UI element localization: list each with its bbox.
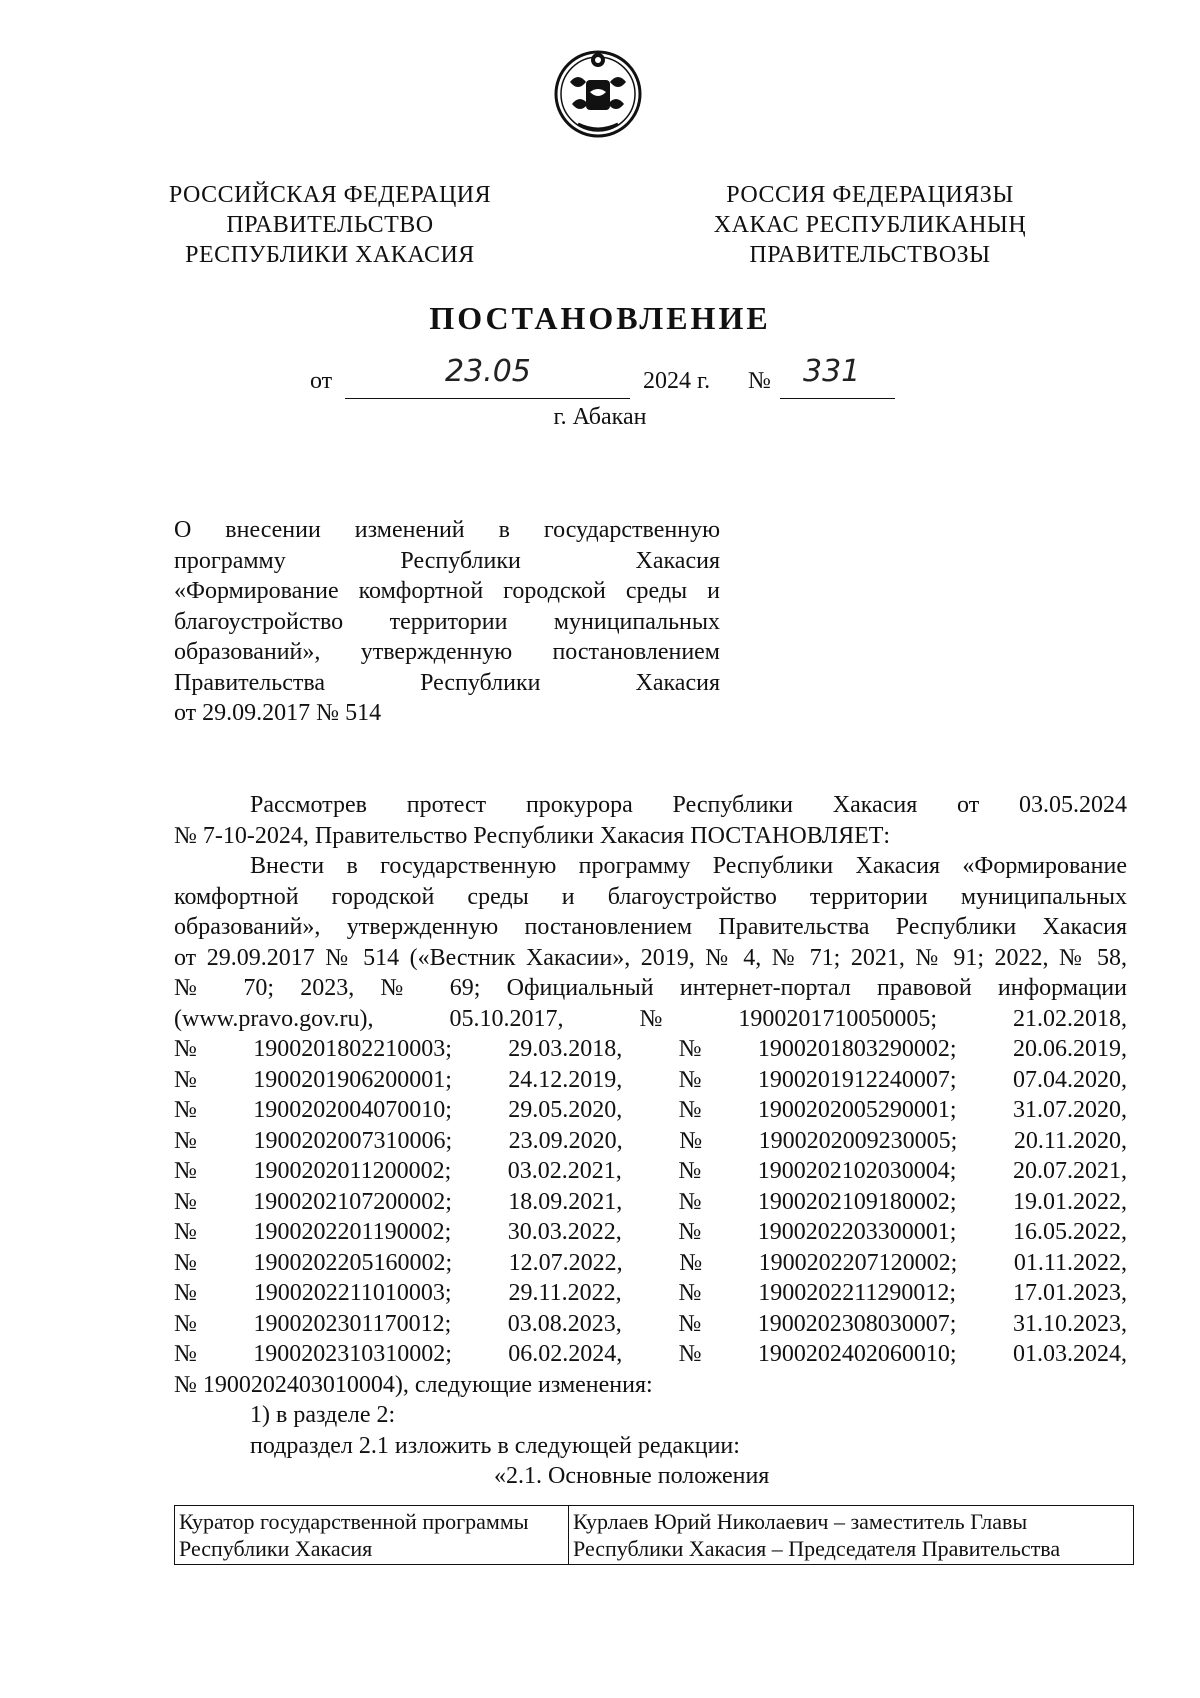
section-title: «2.1. Основные положения: [494, 1463, 770, 1489]
registration-cell: 1900202007310006;: [253, 1127, 453, 1154]
registration-row: [174, 1065, 1127, 1096]
registration-cell: №: [679, 1249, 703, 1276]
registration-cell: 1900202005290001;: [757, 1097, 957, 1123]
registration-cell: 24.12.2019,: [508, 1066, 623, 1093]
registration-row: [174, 1034, 1127, 1065]
subject-line: благоустройство территории муниципальных: [174, 608, 720, 635]
header-right-line: ПРАВИТЕЛЬСТВОЗЫ: [749, 242, 991, 268]
number-label: №: [748, 368, 771, 394]
from-label: от: [310, 368, 333, 394]
handwritten-number: 331: [803, 354, 861, 389]
registration-cell: 1900202203300001;: [757, 1219, 957, 1245]
registration-cell: №: [174, 1036, 197, 1062]
body-line: № 7-10-2024, Правительство Республики Хакасия ПОСТАНОВЛЯЕТ:: [174, 822, 891, 849]
subject-line: О внесении изменений в государственную: [174, 517, 720, 543]
registration-cell: 01.11.2022,: [1013, 1249, 1127, 1276]
registration-numbers-list: [174, 1004, 1127, 1370]
registration-row: [174, 1217, 1127, 1248]
item-1-subtext: подраздел 2.1 изложить в следующей редакции:: [250, 1432, 740, 1459]
registration-cell: 1900201802210003;: [253, 1036, 452, 1062]
registration-cell: 1900202308030007;: [757, 1310, 957, 1337]
registration-row: [174, 1156, 1127, 1187]
registration-cell: 05.10.2017,: [449, 1005, 564, 1032]
registration-row: [174, 1004, 1127, 1035]
handwritten-date: 23.05: [445, 354, 531, 389]
registration-row: [174, 1309, 1127, 1340]
header-right-line: РОССИЯ ФЕДЕРАЦИЯЗЫ: [726, 182, 1014, 208]
registration-cell: №: [678, 1036, 702, 1062]
registration-cell: 1900202004070010;: [253, 1097, 452, 1123]
body-paragraph-1: [174, 790, 1127, 851]
body-line: комфортной городской среды и благоустройство территории муниципальных: [174, 883, 1127, 910]
registration-cell: №: [174, 1158, 197, 1184]
registration-cell: 12.07.2022,: [508, 1249, 623, 1276]
registration-cell: №: [174, 1097, 197, 1123]
registration-cell: 07.04.2020,: [1012, 1066, 1127, 1093]
registration-cell: 1900201912240007;: [757, 1066, 957, 1093]
registration-cell: 01.03.2024,: [1012, 1341, 1127, 1367]
number-underline: [780, 398, 895, 399]
registration-cell: 20.06.2019,: [1012, 1036, 1127, 1062]
registration-cell: 29.03.2018,: [508, 1036, 623, 1062]
registration-cell: 1900202301170012;: [253, 1310, 452, 1337]
registration-cell: 1900202207120002;: [758, 1249, 958, 1276]
registration-cell: №: [174, 1310, 197, 1337]
registration-cell: 29.05.2020,: [508, 1097, 623, 1123]
registration-cell: №: [678, 1066, 702, 1093]
document-title: ПОСТАНОВЛЕНИЕ: [429, 300, 771, 336]
registration-cell: 30.03.2022,: [507, 1219, 622, 1245]
registration-cell: 1900202211290012;: [758, 1280, 957, 1306]
registration-cell: 1900202011200002;: [253, 1158, 452, 1184]
registration-cell: 19.01.2022,: [1012, 1188, 1127, 1215]
registration-cell: №: [174, 1280, 197, 1306]
registration-cell: 20.07.2021,: [1013, 1158, 1127, 1184]
header-right: [680, 180, 1060, 270]
registration-cell: №: [678, 1097, 702, 1123]
registration-cell: 1900202310310002;: [253, 1341, 452, 1367]
table-row: [175, 1506, 1134, 1565]
registration-cell: 03.02.2021,: [507, 1158, 622, 1184]
registration-cell: 1900202402060010;: [757, 1341, 957, 1367]
item-1: 1) в разделе 2:: [250, 1402, 396, 1428]
registration-row: [174, 1095, 1127, 1126]
registration-cell: 1900201710050005;: [738, 1005, 937, 1032]
registration-cell: 18.09.2021,: [508, 1188, 623, 1215]
date-underline: [345, 398, 630, 399]
registration-cell: №: [174, 1249, 197, 1276]
registration-cell: 29.11.2022,: [508, 1280, 622, 1306]
registration-cell: 20.11.2020,: [1013, 1127, 1127, 1154]
registration-cell: 06.02.2024,: [508, 1341, 623, 1367]
registration-cell: №: [639, 1005, 663, 1032]
body-line: образований», утвержденную постановлением Правительства Республики Хакасия: [174, 914, 1127, 940]
subject-line: Правительства Республики Хакасия: [174, 669, 720, 696]
header-left: [140, 180, 520, 270]
registration-cell: 1900201803290002;: [757, 1036, 957, 1062]
curator-table: [174, 1505, 1134, 1565]
registration-row: [174, 1187, 1127, 1218]
subject-line: программу Республики Хакасия: [174, 547, 720, 574]
registration-cell: 1900202102030004;: [757, 1158, 957, 1184]
registration-cell: 21.02.2018,: [1012, 1005, 1127, 1032]
subject-line: от 29.09.2017 № 514: [174, 700, 382, 726]
coat-of-arms-emblem: [548, 42, 648, 142]
header-left-line: РОССИЙСКАЯ ФЕДЕРАЦИЯ: [168, 182, 492, 208]
registration-cell: 1900202107200002;: [253, 1188, 452, 1215]
body-line: от 29.09.2017 № 514 («Вестник Хакасии», 2019, № 4, № 71; 2021, № 91; 2022, № 58,: [174, 944, 1127, 971]
registration-cell: №: [678, 1310, 702, 1337]
registration-cell: 1900202211010003;: [253, 1280, 452, 1306]
registration-cell: 17.01.2023,: [1012, 1280, 1127, 1306]
registration-cell: 1900202009230005;: [758, 1127, 958, 1154]
registration-cell: №: [174, 1341, 197, 1367]
header-left-line: РЕСПУБЛИКИ ХАКАСИЯ: [185, 242, 475, 268]
registration-cell: 1900202201190002;: [253, 1219, 452, 1245]
registration-cell: №: [678, 1219, 702, 1245]
body-line: № 70; 2023, № 69; Официальный интернет-портал правовой информации: [174, 975, 1127, 1001]
registration-cell: 1900202205160002;: [253, 1249, 453, 1276]
registration-cell: №: [678, 1158, 702, 1184]
body-line: Рассмотрев протест прокурора Республики Хакасия от 03.05.2024: [250, 792, 1127, 818]
registration-cell: 23.09.2020,: [508, 1127, 623, 1154]
registration-cell: 16.05.2022,: [1013, 1219, 1127, 1245]
registration-cell: 31.10.2023,: [1013, 1310, 1127, 1337]
registration-cell: №: [678, 1341, 702, 1367]
registration-cell: №: [174, 1127, 197, 1154]
registration-row: [174, 1278, 1127, 1309]
registration-cell: 1900201906200001;: [253, 1066, 452, 1093]
registration-cell: №: [678, 1188, 702, 1215]
body-line: № 1900202403010004), следующие изменения:: [174, 1371, 653, 1398]
registration-cell: (www.pravo.gov.ru),: [174, 1005, 374, 1032]
registration-cell: 31.07.2020,: [1012, 1097, 1127, 1123]
registration-row: [174, 1339, 1127, 1370]
body-line: Внести в государственную программу Республики Хакасия «Формирование: [250, 853, 1127, 879]
registration-row: [174, 1126, 1127, 1157]
registration-row: [174, 1248, 1127, 1279]
registration-cell: №: [679, 1127, 703, 1154]
registration-cell: №: [678, 1280, 702, 1306]
header-right-line: ХАКАС РЕСПУБЛИКАНЫҢ: [713, 212, 1027, 238]
subject-line: образований», утвержденную постановлением: [174, 639, 720, 665]
registration-cell: 03.08.2023,: [507, 1310, 622, 1337]
city: г. Абакан: [553, 404, 647, 430]
registration-cell: 1900202109180002;: [757, 1188, 957, 1215]
year-label: 2024 г.: [643, 368, 711, 394]
header-left-line: ПРАВИТЕЛЬСТВО: [226, 212, 434, 238]
table-cell-label: Куратор государственной программы Республики Хакасия: [175, 1506, 569, 1565]
subject-line: «Формирование комфортной городской среды и: [174, 578, 720, 604]
registration-cell: №: [174, 1188, 197, 1215]
registration-cell: №: [174, 1066, 197, 1093]
body-paragraph-2: [174, 851, 1127, 1492]
registration-cell: №: [174, 1219, 197, 1245]
table-cell-value: Курлаев Юрий Николаевич – заместитель Главы Республики Хакасия – Председателя Правительства: [569, 1506, 1134, 1565]
subject-block: [174, 515, 720, 729]
